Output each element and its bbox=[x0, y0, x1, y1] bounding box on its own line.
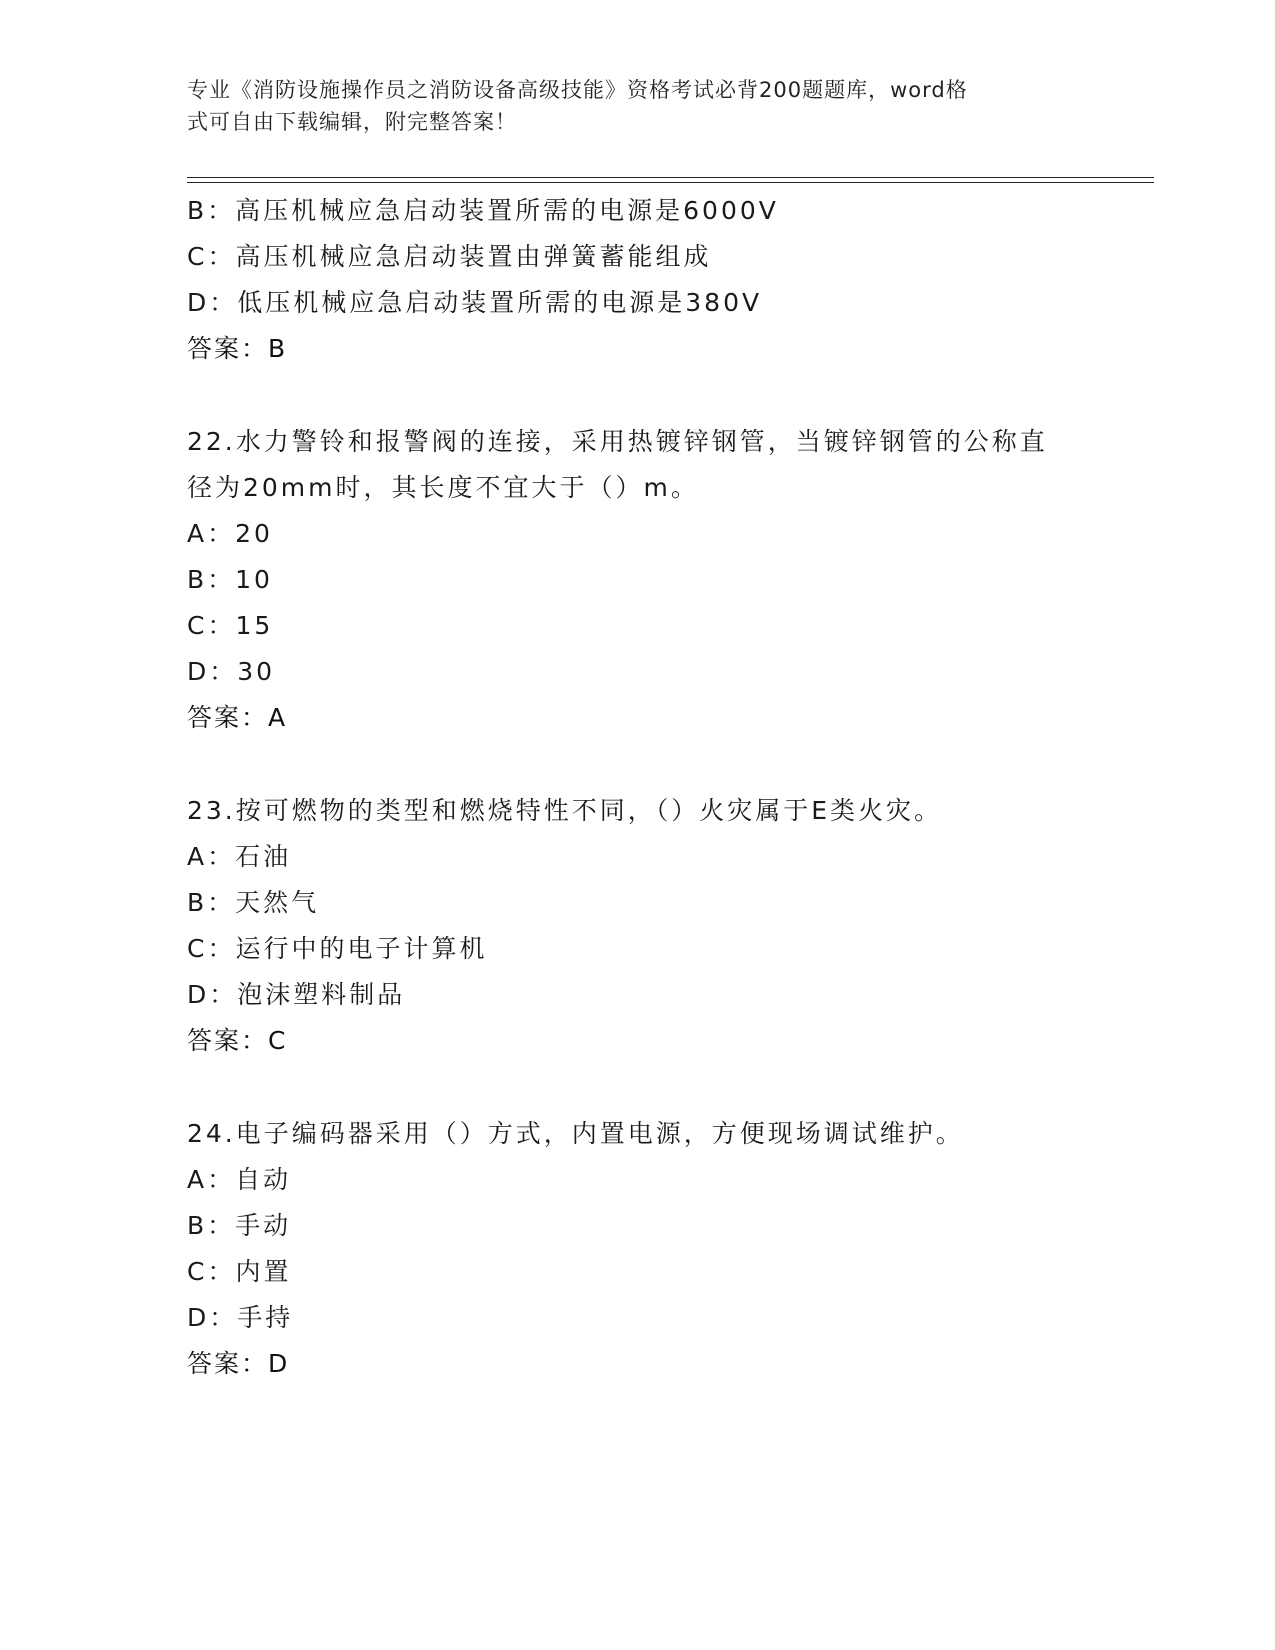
spacer bbox=[187, 741, 1087, 788]
answer: 答案：D bbox=[187, 1349, 290, 1378]
header-line-1: 专业《消防设施操作员之消防设备高级技能》资格考试必背200题题库，word格 bbox=[187, 78, 968, 102]
option-c: C：高压机械应急启动装置由弹簧蓄能组成 bbox=[187, 242, 712, 271]
spacer bbox=[187, 372, 1087, 419]
option-c: C：运行中的电子计算机 bbox=[187, 934, 488, 963]
option-d: D：30 bbox=[187, 657, 276, 686]
question-stem: 24.电子编码器采用（）方式，内置电源，方便现场调试维护。 bbox=[187, 1119, 964, 1148]
question-21 bbox=[187, 188, 1087, 372]
question-24 bbox=[187, 1111, 1087, 1387]
question-stem-line-2: 径为20mm时，其长度不宜大于（）m。 bbox=[187, 473, 699, 502]
option-c: C：15 bbox=[187, 611, 274, 640]
question-23 bbox=[187, 788, 1087, 1064]
option-d: D：低压机械应急启动装置所需的电源是380V bbox=[187, 288, 763, 317]
question-stem-line-1: 22.水力警铃和报警阀的连接，采用热镀锌钢管，当镀锌钢管的公称直 bbox=[187, 427, 1048, 456]
option-d: D：泡沫塑料制品 bbox=[187, 980, 406, 1009]
question-list bbox=[187, 188, 1087, 1387]
option-b: B：10 bbox=[187, 565, 273, 594]
option-b: B：天然气 bbox=[187, 888, 320, 917]
option-b: B：高压机械应急启动装置所需的电源是6000V bbox=[187, 196, 779, 225]
header-double-rule bbox=[187, 177, 1154, 183]
option-d: D：手持 bbox=[187, 1303, 294, 1332]
spacer bbox=[187, 1064, 1087, 1111]
answer: 答案：C bbox=[187, 1026, 288, 1055]
option-a: A：石油 bbox=[187, 842, 292, 871]
answer: 答案：B bbox=[187, 334, 288, 363]
option-a: A：20 bbox=[187, 519, 273, 548]
question-22 bbox=[187, 419, 1087, 741]
option-b: B：手动 bbox=[187, 1211, 292, 1240]
answer: 答案：A bbox=[187, 703, 288, 732]
document-header bbox=[187, 74, 1067, 138]
option-a: A：自动 bbox=[187, 1165, 292, 1194]
option-c: C：内置 bbox=[187, 1257, 292, 1286]
question-stem: 23.按可燃物的类型和燃烧特性不同，（）火灾属于E类火灾。 bbox=[187, 796, 943, 825]
header-line-2: 式可自由下载编辑，附完整答案！ bbox=[187, 110, 517, 134]
